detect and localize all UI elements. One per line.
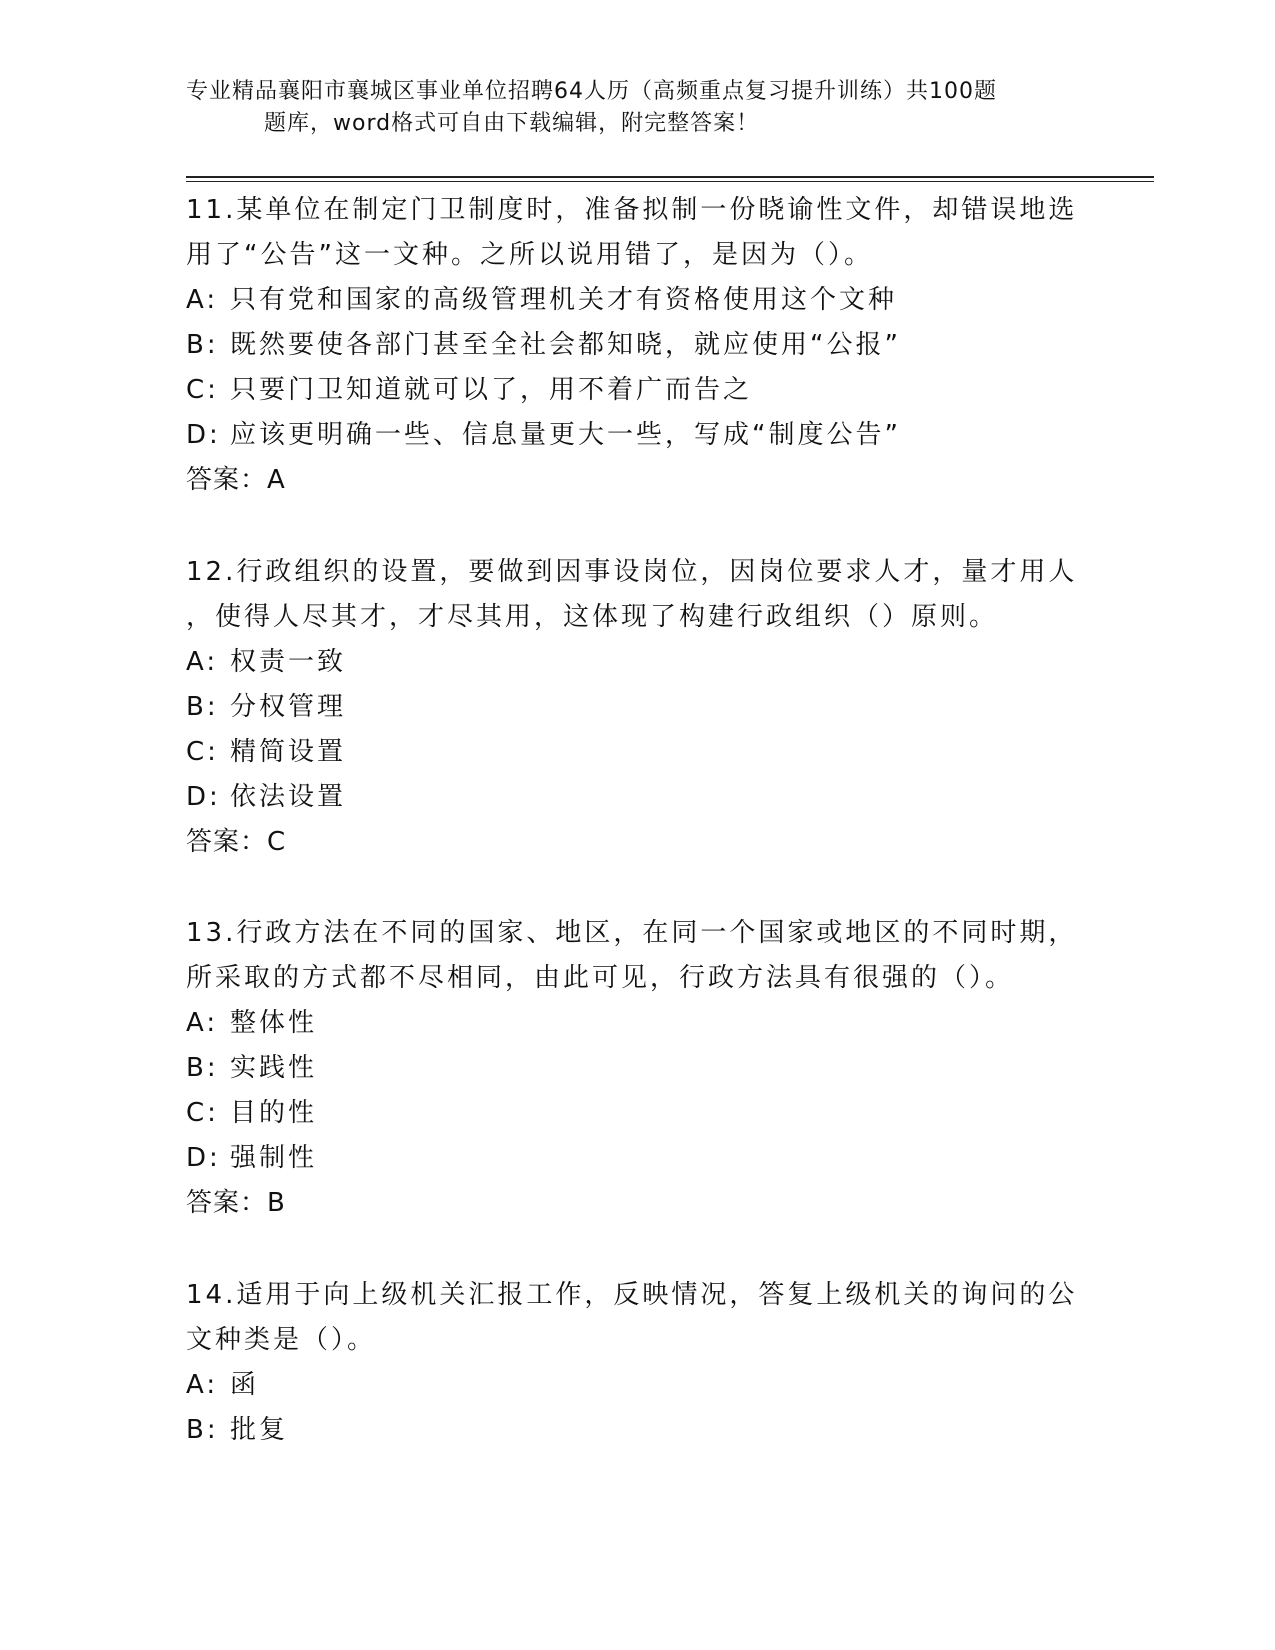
option-d [186,1136,1086,1181]
option-key: C: [186,375,219,405]
question-stem-line-1: 14.适用于向上级机关汇报工作，反映情况，答复上级机关的询问的公 [186,1280,1078,1310]
option-key: B: [186,692,219,722]
option-text: 精简设置 [230,737,347,767]
answer-label: 答案：C [186,827,287,857]
option-key: B: [186,1053,219,1083]
option-a [186,1363,1086,1408]
option-text: 只要门卫知道就可以了，用不着广而告之 [230,375,753,405]
question-stem-line-1: 11.某单位在制定门卫制度时，准备拟制一份晓谕性文件，却错误地选 [186,195,1078,225]
option-text: 实践性 [230,1053,318,1083]
option-text: 既然要使各部门甚至全社会都知晓，就应使用“公报” [230,330,901,360]
option-key: D: [186,1143,221,1173]
option-key: C: [186,737,219,767]
option-key: C: [186,1098,219,1128]
option-a [186,1001,1086,1046]
option-key: A: [186,1008,219,1038]
question-stem-line-2: 所采取的方式都不尽相同，由此可见，行政方法具有很强的（）。 [186,963,1015,993]
option-text: 依法设置 [230,782,347,812]
option-text: 函 [230,1370,260,1400]
option-a [186,640,1086,685]
option-text: 强制性 [230,1143,318,1173]
question-stem-line-2: ，使得人尽其才，才尽其用，这体现了构建行政组织（）原则。 [186,602,999,632]
option-b [186,323,1086,368]
question-stem-line-2: 用了“公告”这一文种。之所以说用错了，是因为（）。 [186,240,873,270]
option-c [186,1091,1086,1136]
question-stem-line-1: 13.行政方法在不同的国家、地区，在同一个国家或地区的不同时期， [186,918,1078,948]
document-title-line-1: 专业精品襄阳市襄城区事业单位招聘64人历（高频重点复习提升训练）共100题 [186,79,997,104]
option-text: 只有党和国家的高级管理机关才有资格使用这个文种 [230,285,898,315]
option-c [186,730,1086,775]
question-stem-line-2: 文种类是（）。 [186,1325,377,1355]
answer-label: 答案：B [186,1188,286,1218]
option-key: B: [186,1415,219,1445]
option-a [186,278,1086,323]
option-key: D: [186,782,221,812]
question-stem-line-1: 12.行政组织的设置，要做到因事设岗位，因岗位要求人才，量才用人 [186,557,1078,587]
question-12 [186,550,1086,865]
question-13 [186,911,1086,1226]
option-text: 分权管理 [230,692,347,722]
option-key: B: [186,330,219,360]
option-d [186,413,1086,458]
option-text: 整体性 [230,1008,318,1038]
option-text: 应该更明确一些、信息量更大一些，写成“制度公告” [230,420,901,450]
document-title-line-2: 题库，word格式可自由下载编辑，附完整答案！ [264,111,760,136]
option-key: A: [186,647,219,677]
answer-label: 答案：A [186,465,286,495]
option-b [186,1046,1086,1091]
option-key: A: [186,1370,219,1400]
header-divider-thin [186,181,1154,182]
option-text: 目的性 [230,1098,318,1128]
option-key: A: [186,285,219,315]
option-text: 权责一致 [230,647,347,677]
option-text: 批复 [230,1415,289,1445]
option-b [186,685,1086,730]
question-11 [186,188,1086,503]
option-b [186,1408,1086,1453]
question-14 [186,1273,1086,1453]
option-c [186,368,1086,413]
option-d [186,775,1086,820]
option-key: D: [186,420,221,450]
header-divider-thick [186,176,1154,178]
